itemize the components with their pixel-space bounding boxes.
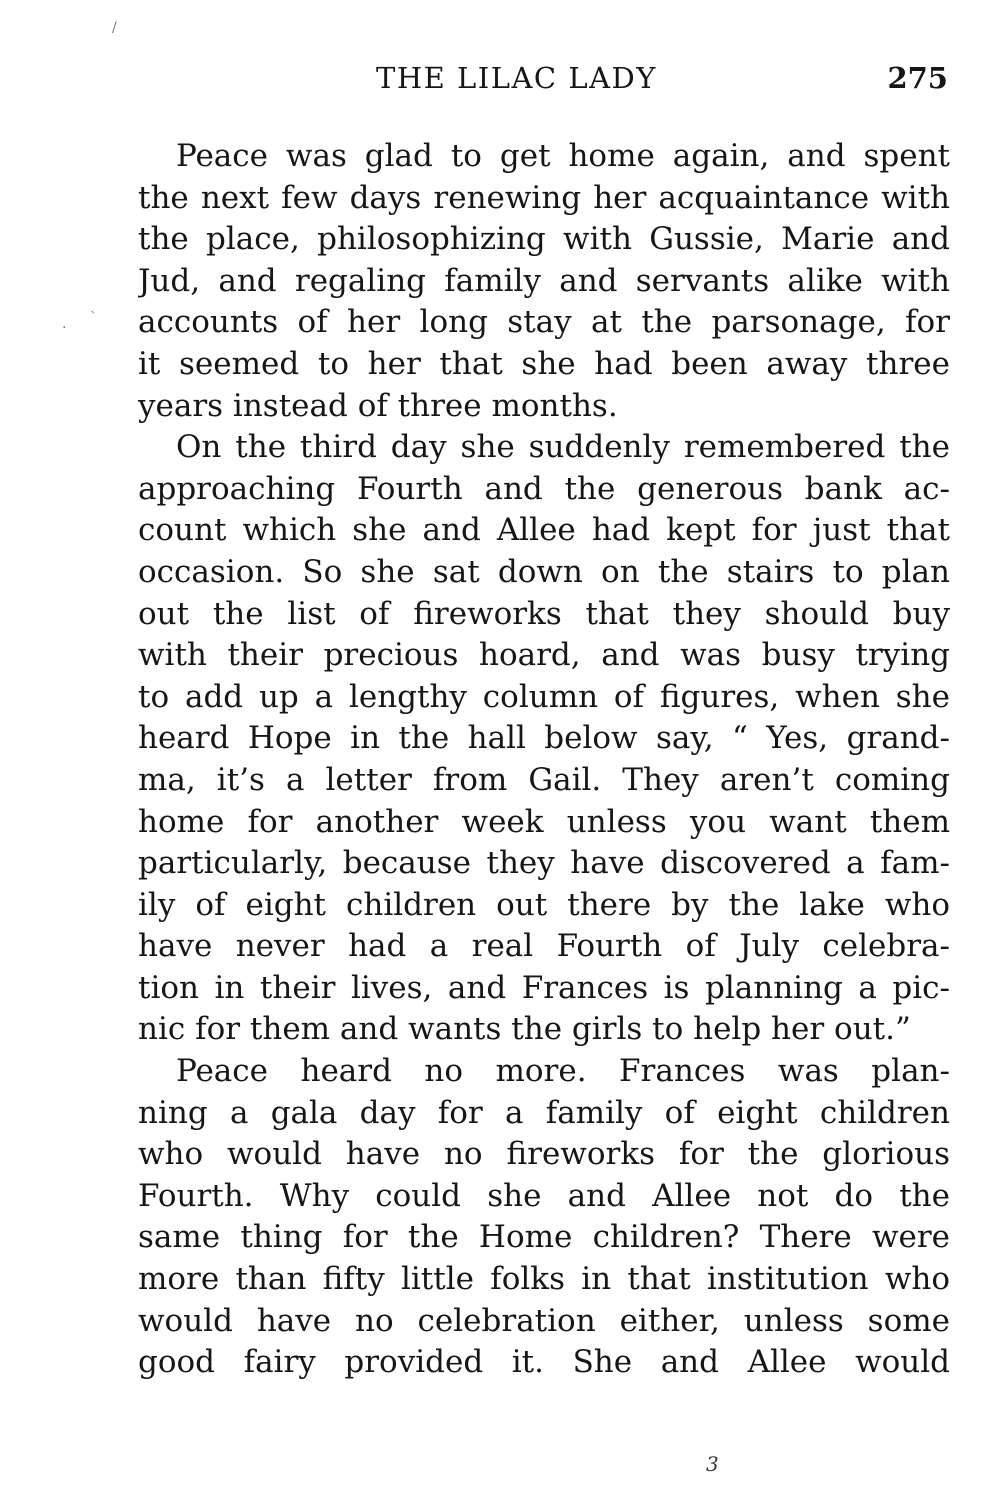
text-line: particularly, because they have discovered a fam- xyxy=(138,845,950,882)
text-line: Peace heard no more. Frances was plan- xyxy=(176,1053,950,1090)
text-line: would have no celebration either, unless some xyxy=(138,1302,950,1339)
text-line: nic for them and wants the girls to help her out.” xyxy=(138,1011,911,1048)
text-line: Fourth. Why could she and Allee not do the xyxy=(138,1177,950,1214)
text-line: ma, it’s a letter from Gail. They aren’t coming xyxy=(138,761,950,798)
running-title: THE LILAC LADY xyxy=(376,61,657,95)
text-line: it seemed to her that she had been away three xyxy=(138,345,950,382)
text-line: ning a gala day for a family of eight children xyxy=(138,1094,950,1131)
text-line: out the list of fireworks that they should buy xyxy=(138,595,950,632)
text-line: years instead of three months. xyxy=(138,387,618,424)
stray-mark: ` xyxy=(90,310,97,326)
text-line: the place, philosophizing with Gussie, Marie and xyxy=(138,221,950,258)
text-line: ily of eight children out there by the lake who xyxy=(138,886,950,923)
text-line: Jud, and regaling family and servants alike with xyxy=(138,262,950,299)
text-line: the next few days renewing her acquaintance with xyxy=(138,179,950,216)
text-line: occasion. So she sat down on the stairs to plan xyxy=(138,553,950,590)
text-line: heard Hope in the hall below say, “ Yes, grand- xyxy=(138,720,950,757)
footer-mark: 3 xyxy=(706,1452,719,1476)
body-text xyxy=(138,136,950,1384)
page-number: 275 xyxy=(887,61,948,95)
text-line: same thing for the Home children? There were xyxy=(138,1219,950,1256)
running-head xyxy=(138,58,950,98)
text-line: good fairy provided it. She and Allee would xyxy=(138,1344,950,1381)
text-line: to add up a lengthy column of figures, when she xyxy=(138,678,950,715)
text-line: On the third day she suddenly remembered the xyxy=(176,429,950,466)
text-line: have never had a real Fourth of July celebra- xyxy=(138,928,950,965)
text-line: tion in their lives, and Frances is planning a pic- xyxy=(138,969,950,1006)
text-line: home for another week unless you want them xyxy=(138,803,950,840)
text-line: more than fifty little folks in that institution who xyxy=(138,1261,950,1298)
text-line: with their precious hoard, and was busy trying xyxy=(138,637,950,674)
text-line: approaching Fourth and the generous bank ac- xyxy=(138,470,950,507)
text-line: who would have no fireworks for the glorious xyxy=(138,1136,950,1173)
text-line: count which she and Allee had kept for just that xyxy=(138,512,950,549)
text-line: Peace was glad to get home again, and spent xyxy=(176,138,950,174)
text-line: accounts of her long stay at the parsonage, for xyxy=(138,304,950,341)
stray-mark: / xyxy=(112,20,117,36)
stray-mark: · xyxy=(62,320,67,336)
